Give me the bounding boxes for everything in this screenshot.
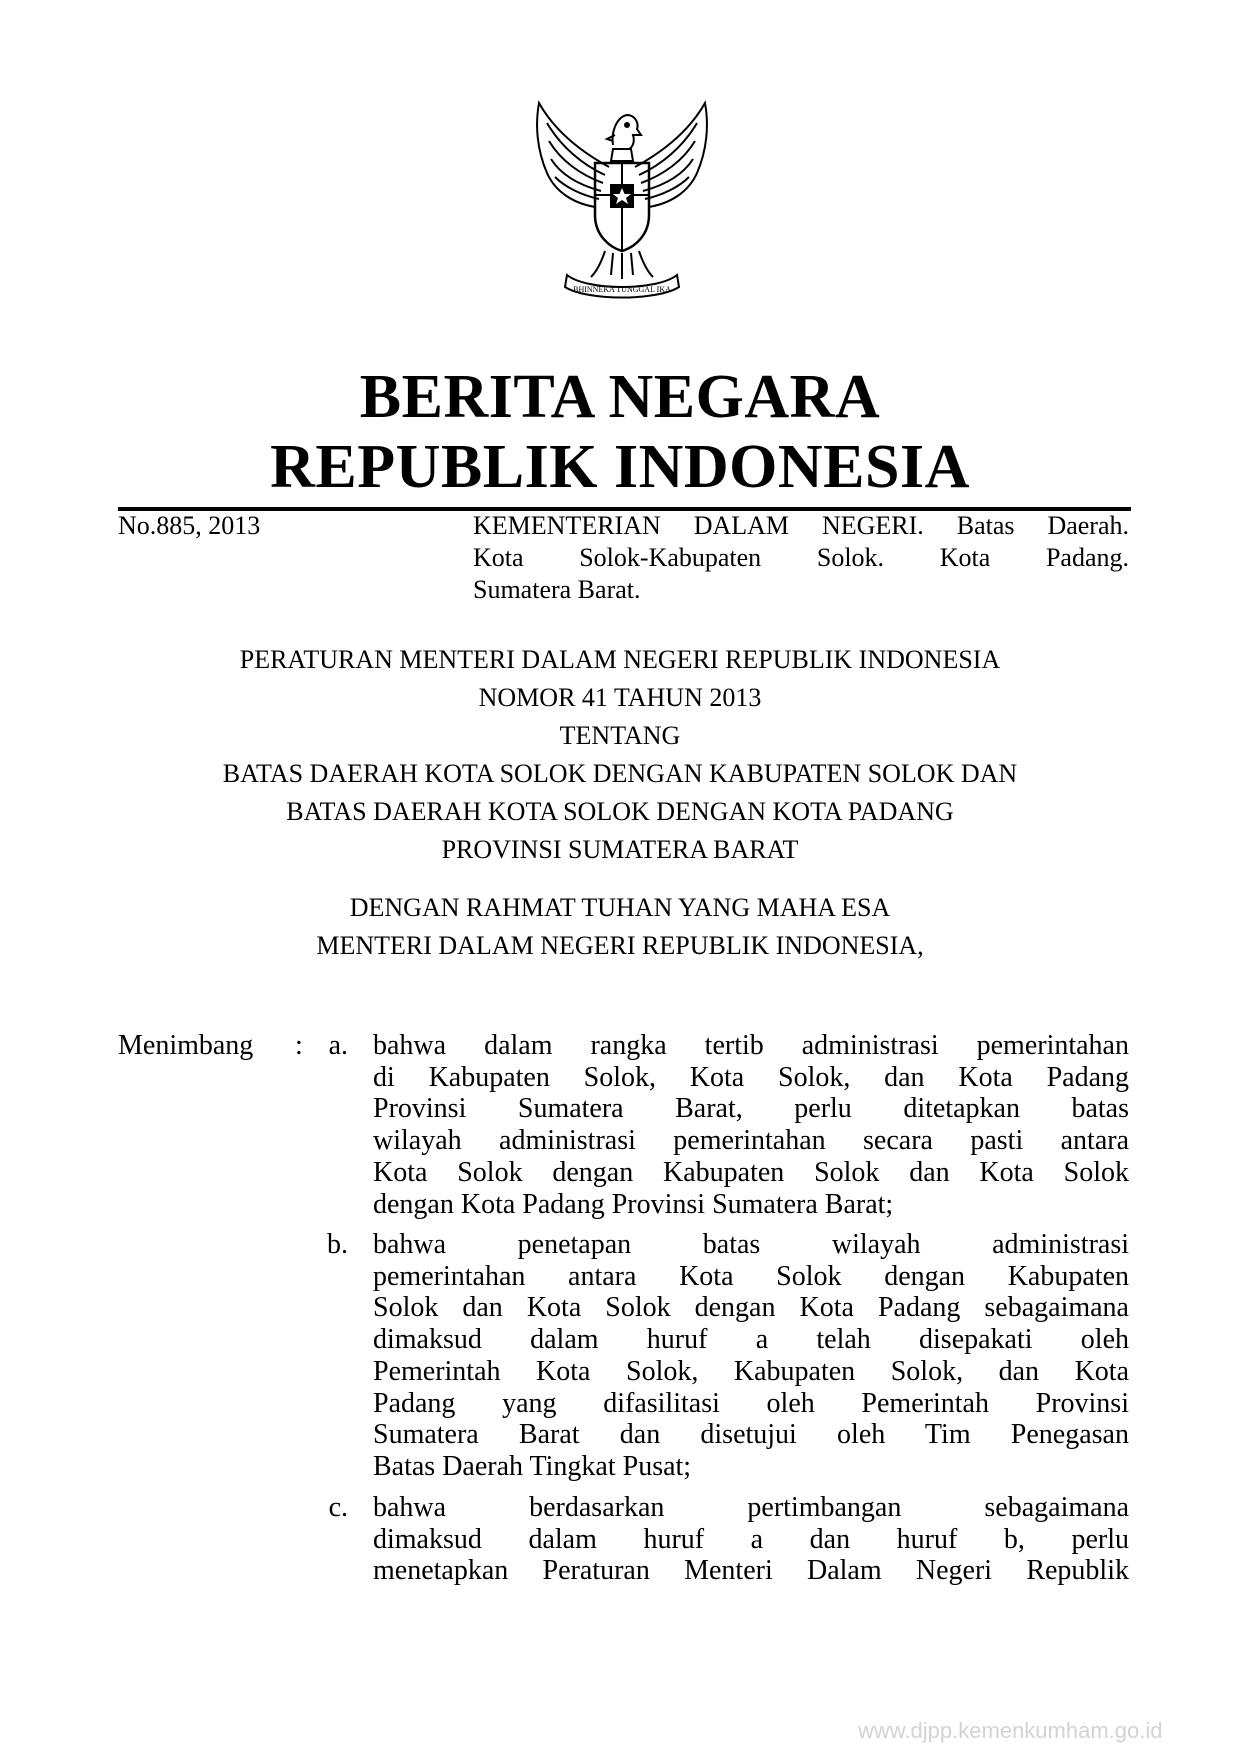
preamble [0,889,1240,965]
regulation-line: NOMOR 41 TAHUN 2013 [478,683,762,712]
issue-subject-line: Kota Solok-Kabupaten Solok. Kota Padang. [473,543,1129,572]
item-line: Provinsi Sumatera Barat, perlu ditetapkan batas [373,1093,1129,1125]
issue-subject [473,510,1129,606]
item-line: dimaksud dalam huruf a dan huruf b, perlu [373,1523,1129,1555]
gazette-title-line-2: REPUBLIK INDONESIA [270,433,970,501]
item-line: bahwa berdasarkan pertimbangan sebagaimana [373,1492,1129,1523]
item-line: menetapkan Peraturan Menteri Dalam Negeri Republik [373,1555,1129,1587]
item-text-b [373,1229,1129,1483]
item-letter-c: c. [328,1492,348,1523]
menimbang-label: Menimbang [118,1030,254,1061]
item-line: Solok dan Kota Solok dengan Kota Padang sebagaimana [373,1292,1129,1324]
item-line: bahwa dalam rangka tertib administrasi pemerintahan [373,1030,1129,1061]
item-text-a [373,1030,1129,1220]
regulation-line: PERATURAN MENTERI DALAM NEGERI REPUBLIK INDONESIA [239,645,1001,674]
item-text-c [373,1492,1129,1587]
preamble-line: MENTERI DALAM NEGERI REPUBLIK INDONESIA, [316,931,924,960]
item-letter-a: a. [328,1030,348,1061]
item-line: wilayah administrasi pemerintahan secara pasti antara [373,1125,1129,1157]
item-line: Sumatera Barat dan disetujui oleh Tim Penegasan [373,1419,1129,1451]
preamble-line: DENGAN RAHMAT TUHAN YANG MAHA ESA [349,893,891,922]
item-line: bahwa penetapan batas wilayah administrasi [373,1229,1129,1260]
item-line: Kota Solok dengan Kabupaten Solok dan Kota Solok [373,1156,1129,1188]
emblem-motto: BHINNEKA TUNGGAL IKA [573,285,671,294]
item-line: Pemerintah Kota Solok, Kabupaten Solok, dan Kota [373,1355,1129,1387]
regulation-line: PROVINSI SUMATERA BARAT [441,835,799,864]
regulation-line: BATAS DAERAH KOTA SOLOK DENGAN KOTA PADANG [286,797,954,826]
item-line: dengan Kota Padang Provinsi Sumatera Barat; [373,1188,894,1220]
issue-subject-line: Sumatera Barat. [473,575,641,604]
item-line: pemerintahan antara Kota Solok dengan Kabupaten [373,1260,1129,1292]
issue-number: No.885, 2013 [118,511,261,540]
regulation-line: TENTANG [559,721,681,750]
item-line: dimaksud dalam huruf a telah disepakati oleh [373,1324,1129,1356]
watermark-url: www.djpp.kemenkumham.go.id [858,1718,1163,1743]
item-letter-b: b. [327,1229,348,1260]
regulation-heading [0,641,1240,869]
garuda-emblem-icon [517,95,727,305]
gazette-title-line-1: BERITA NEGARA [359,363,881,431]
menimbang-colon: : [295,1030,303,1061]
item-line: Batas Daerah Tingkat Pusat; [373,1450,692,1482]
regulation-line: BATAS DAERAH KOTA SOLOK DENGAN KABUPATEN SOLOK DAN [222,759,1018,788]
issue-subject-line: KEMENTERIAN DALAM NEGERI. Batas Daerah. [473,511,1129,540]
item-line: Padang yang difasilitasi oleh Pemerintah Provinsi [373,1387,1129,1419]
item-line: di Kabupaten Solok, Kota Solok, dan Kota Padang [373,1061,1129,1093]
